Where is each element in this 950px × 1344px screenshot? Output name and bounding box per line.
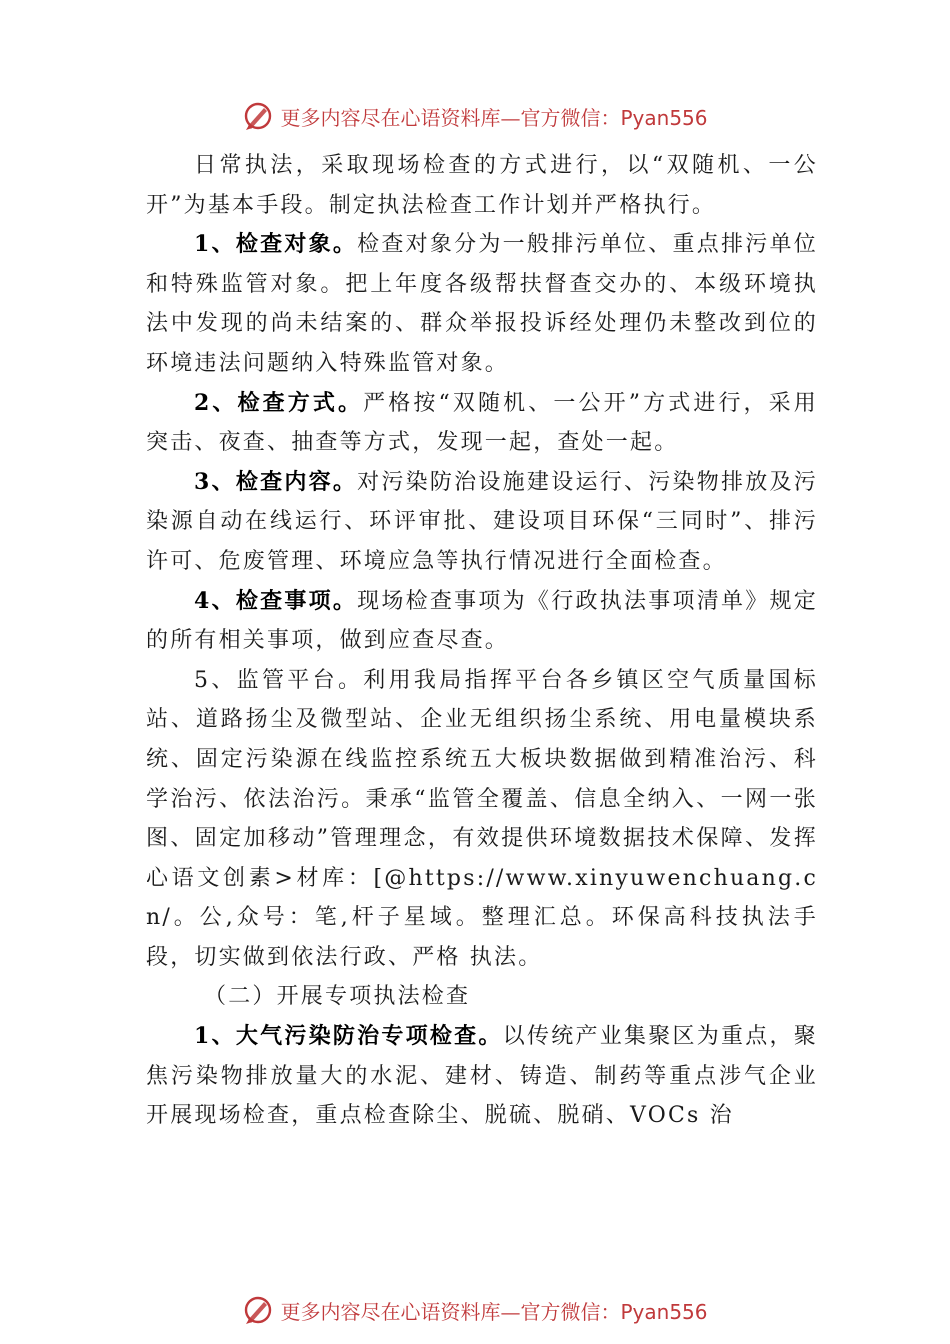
paragraph-supervision-platform: 5、监管平台。利用我局指挥平台各乡镇区空气质量国标站、道路扬尘及微型站、企业无组织扬尘系统、用电量模块系统、固定污染源在线监控系统五大板块数据做到精准治污、科学治污、依法治污。秉承“监管全覆盖、信息全纳入、一网一张图、固定加移动”管理理念，有效提供环境数据技术保障、发挥心语文创素>材库：[@https://www.xinyuwenchuang.cn/。公,众号：笔,杆子星域。整理汇总。环保高科技执法手段，切实做到依法行政、严格 执法。 <box>146 667 818 970</box>
pen-logo-icon <box>242 100 274 132</box>
section-heading-special-inspection: （二）开展专项执法检查 <box>204 984 471 1010</box>
footer-watermark <box>0 1290 950 1330</box>
watermark-text: 更多内容尽在心语资料库—官方微信：Pyan556 <box>280 105 708 130</box>
paragraph-inspection-method <box>146 384 818 463</box>
document-body <box>146 146 818 1136</box>
paragraph-text: 对污染防治设施建设运行、污染物排放及污染源自动在线运行、环评审批、建设项目环保“三同时”、排污许可、危废管理、环境应急等执行情况进行全面检查。 <box>146 469 818 574</box>
paragraph-inspection-objects <box>146 225 818 383</box>
paragraph-inspection-items <box>146 582 818 661</box>
header-watermark <box>0 96 950 136</box>
paragraph-lead: 4、检查事项。 <box>194 587 358 614</box>
paragraph-lead: 1、大气污染防治专项检查。 <box>194 1023 503 1050</box>
paragraph-lead: 3、检查内容。 <box>194 468 358 495</box>
paragraph-lead: 1、检查对象。 <box>194 231 358 258</box>
paragraph-inspection-content <box>146 463 818 582</box>
paragraph-text: 以传统产业集聚区为重点，聚焦污染物排放量大的水泥、建材、铸造、制药等重点涉气企业开展现场检查，重点检查除尘、脱硫、脱硝、VOCs 治 <box>146 1024 818 1129</box>
pen-logo-icon <box>242 1294 274 1326</box>
paragraph-text: 现场检查事项为《行政执法事项清单》规定的所有相关事项，做到应查尽查。 <box>146 588 818 654</box>
paragraph-lead: 2、检查方式。 <box>194 389 364 416</box>
paragraph-daily-enforcement: 日常执法，采取现场检查的方式进行，以“双随机、一公开”为基本手段。制定执法检查工作计划并严格执行。 <box>146 153 818 218</box>
watermark-text: 更多内容尽在心语资料库—官方微信：Pyan556 <box>280 1299 708 1324</box>
paragraph-text: 检查对象分为一般排污单位、重点排污单位和特殊监管对象。把上年度各级帮扶督查交办的、本级环境执法中发现的尚未结案的、群众举报投诉经处理仍未整改到位的环境违法问题纳入特殊监管对象。 <box>146 232 818 376</box>
paragraph-air-pollution-inspection <box>146 1017 818 1136</box>
paragraph-text: 严格按“双随机、一公开”方式进行，采用突击、夜查、抽查等方式，发现一起，查处一起。 <box>146 390 819 456</box>
